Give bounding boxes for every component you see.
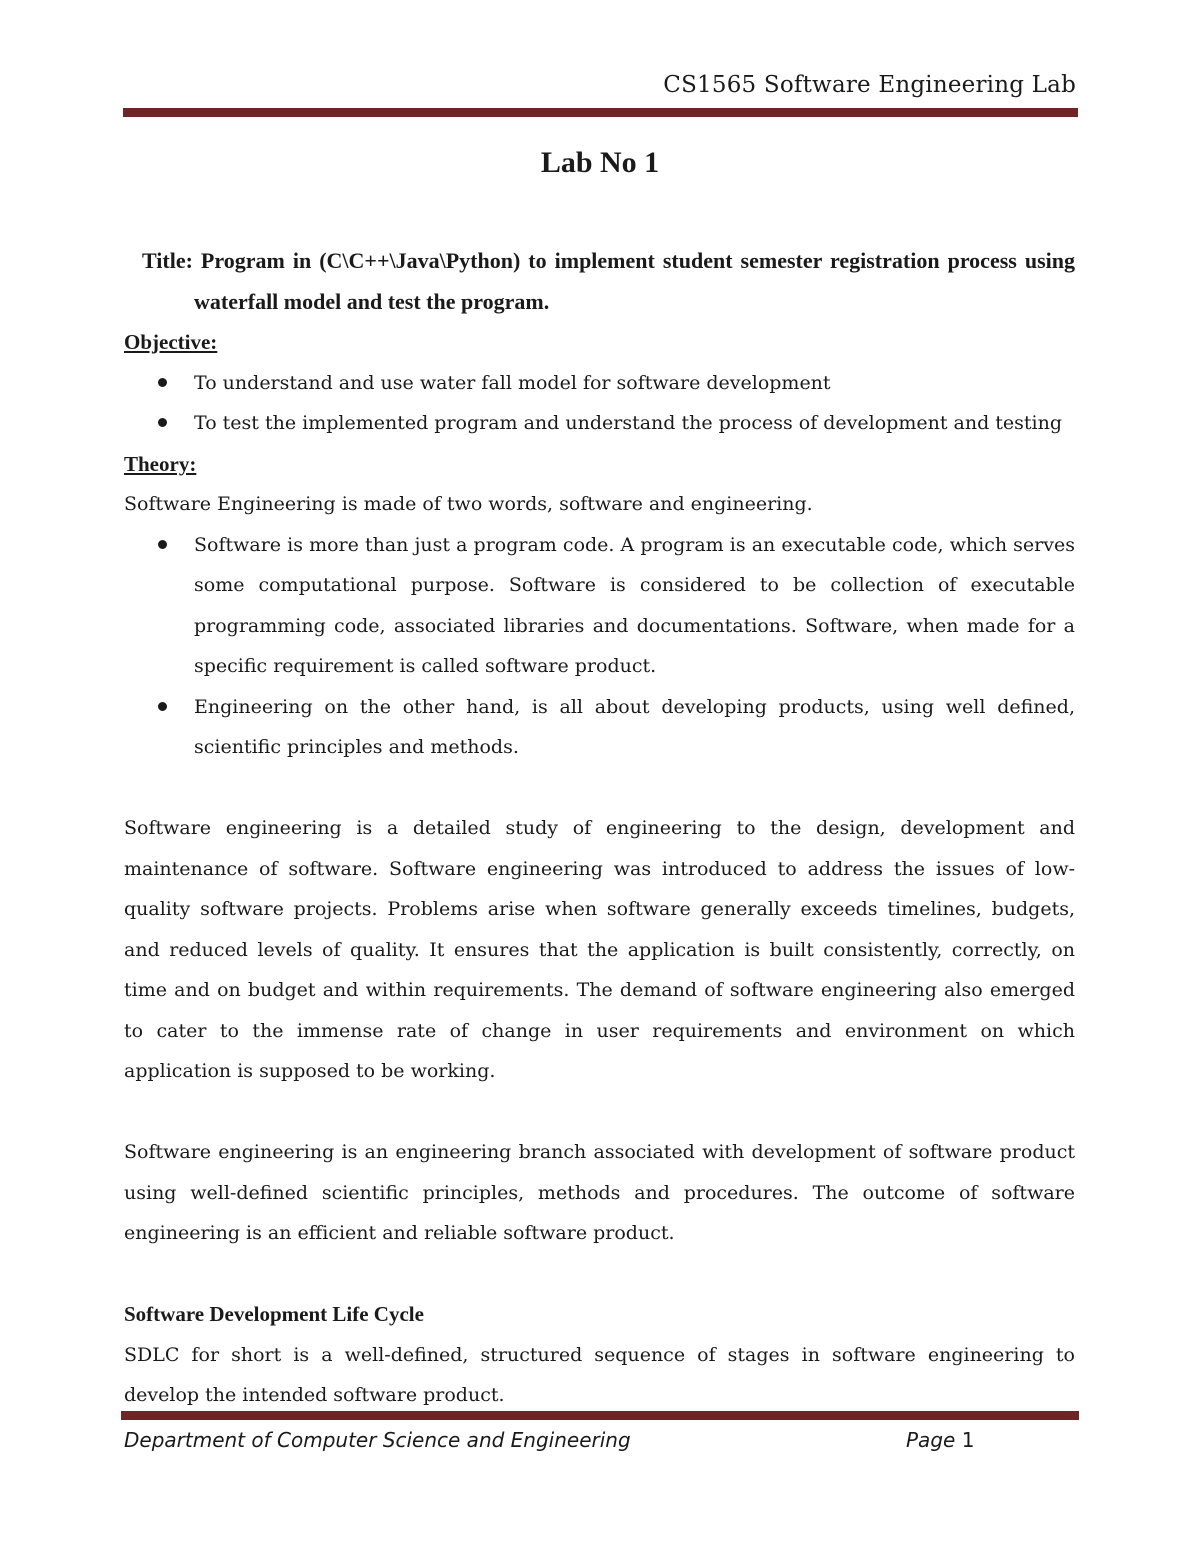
paragraph-spacer <box>124 1254 1075 1295</box>
paragraph-spacer <box>124 1092 1075 1133</box>
lab-title: Lab No 1 <box>540 146 660 179</box>
bullet-icon <box>158 378 167 387</box>
sdlc-paragraph: SDLC for short is a well-defined, structured sequence of stages in software engineering to develop the intended software product. <box>124 1343 1075 1406</box>
theory-item-text: Engineering on the other hand, is all about developing products, using well defined, scientific principles and methods. <box>194 695 1075 758</box>
objective-item-text: To understand and use water fall model for software development <box>194 371 831 394</box>
theory-paragraph: Software engineering is a detailed study of engineering to the design, development and maintenance of software. Software engineering was introduced to address the issues of low-quality software projects. Problems arise when software generally exceeds timelines, budgets, and reduced levels of quality. It ensures that the application is built consistently, correctly, on time and on budget and within requirements. The demand of software engineering also emerged to cater to the immense rate of change in user requirements and environment on which application is supposed to be working. <box>124 817 1075 1082</box>
objective-item-text: To test the implemented program and understand the process of development and testing <box>194 412 1063 434</box>
bullet-icon <box>158 418 167 427</box>
objective-heading: Objective: <box>124 330 218 354</box>
page-label: Page <box>906 1428 956 1452</box>
header-divider <box>123 108 1078 117</box>
theory-list <box>124 525 1075 768</box>
theory-heading: Theory: <box>124 451 197 476</box>
theory-intro: Software Engineering is made of two words, software and engineering. <box>124 493 813 515</box>
page-header-course: CS1565 Software Engineering Lab <box>663 72 1076 98</box>
bullet-icon <box>158 702 167 711</box>
bullet-icon <box>158 540 167 549</box>
list-item <box>124 687 1075 768</box>
list-item <box>124 363 1075 404</box>
list-item <box>124 525 1075 687</box>
footer-department: Department of Computer Science and Engineering <box>124 1428 631 1452</box>
footer-divider <box>121 1411 1079 1420</box>
list-item <box>124 403 1075 444</box>
theory-item-text: Software is more than just a program code. A program is an executable code, which serves some computational purpose. Software is considered to be collection of executable programming code, associated libraries and documentations. Software, when made for a specific requirement is called software product. <box>194 533 1075 677</box>
footer-page-number <box>906 1428 974 1452</box>
theory-paragraph: Software engineering is an engineering branch associated with development of software product using well-defined scientific principles, methods and procedures. The outcome of software engineering is an efficient and reliable software product. <box>124 1141 1075 1244</box>
document-body <box>124 240 1075 1416</box>
lab-title-description: Title: Program in (C\C++\Java\Python) to implement student semester registration process using waterfall model and test the program. <box>142 248 1075 314</box>
sdlc-heading: Software Development Life Cycle <box>124 1302 424 1326</box>
objective-list <box>124 363 1075 444</box>
paragraph-spacer <box>124 768 1075 809</box>
page-number: 1 <box>961 1428 975 1452</box>
